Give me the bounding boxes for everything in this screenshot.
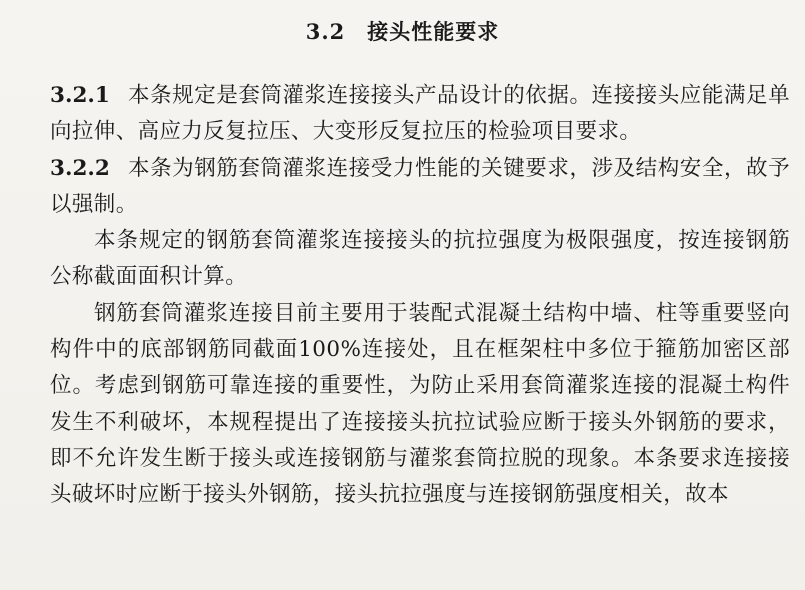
section-number: 3.2 xyxy=(305,19,346,44)
clause-3-2-2 xyxy=(50,151,790,224)
section-heading xyxy=(0,16,805,46)
clause-number: 3.2.2 xyxy=(50,155,110,181)
section-title: 接头性能要求 xyxy=(367,19,500,44)
clause-3-2-1 xyxy=(50,78,790,151)
paragraph-tensile-strength: 本条规定的钢筋套筒灌浆连接接头的抗拉强度为极限强度，按连接钢筋公称截面面积计算。 xyxy=(50,228,790,290)
clause-text: 本条规定是套筒灌浆连接接头产品设计的依据。连接接头应能满足单向拉伸、高应力反复拉压、大变形反复拉压的检验项目要求。 xyxy=(50,83,790,145)
paragraph-application: 钢筋套筒灌浆连接目前主要用于装配式混凝土结构中墙、柱等重要竖向构件中的底部钢筋同截面100%连接处，且在框架柱中多位于箍筋加密区部位。考虑到钢筋可靠连接的重要性，为防止采用套筒灌浆连接的混凝土构件发生不利破坏，本规程提出了连接接头抗拉试验应断于接头外钢筋的要求，即不允许发生断于接头或连接钢筋与灌浆套筒拉脱的现象。本条要求连接接头破坏时应断于接头外钢筋，接头抗拉强度与连接钢筋强度相关，故本 xyxy=(50,300,790,508)
clause-text: 本条为钢筋套筒灌浆连接受力性能的关键要求，涉及结构安全，故予以强制。 xyxy=(50,155,790,217)
clause-number: 3.2.1 xyxy=(50,83,110,108)
document-body xyxy=(50,78,790,514)
